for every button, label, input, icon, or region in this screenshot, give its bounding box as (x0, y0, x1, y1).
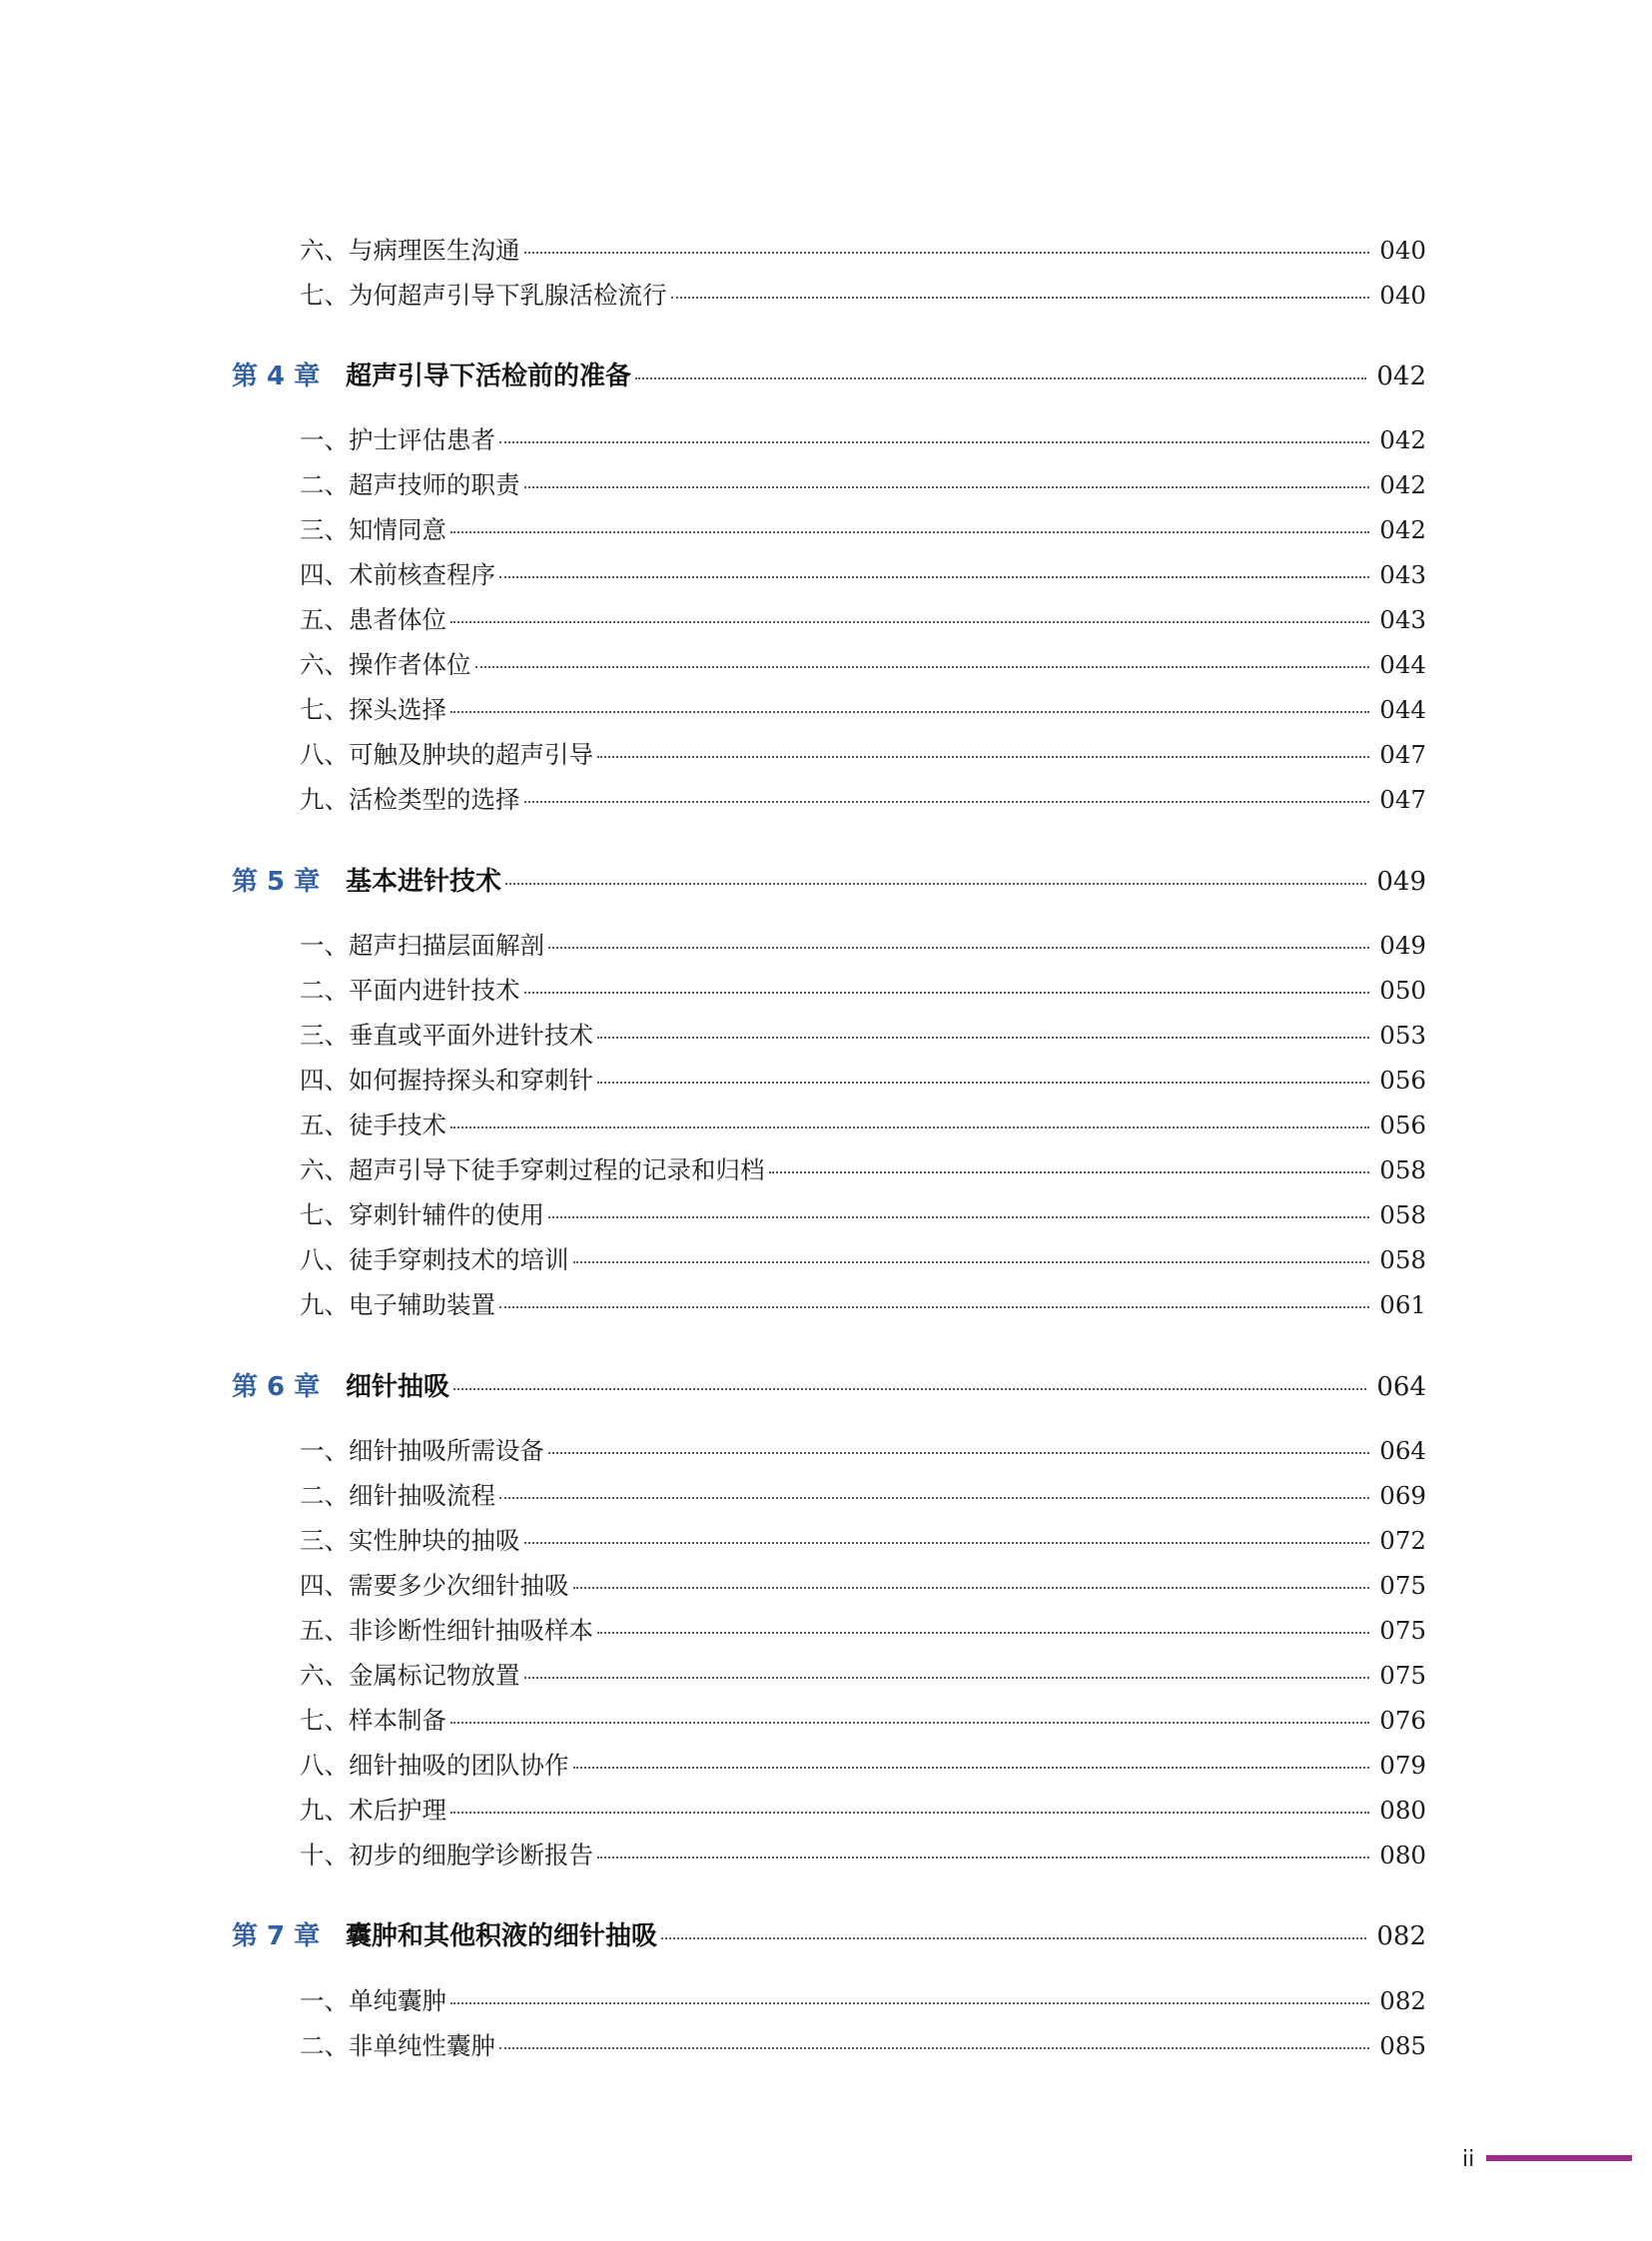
dot-leader (450, 2002, 1369, 2004)
dot-leader (524, 801, 1370, 803)
section-number: 七、 (300, 1706, 349, 1735)
page-number: 064 (1379, 1436, 1426, 1465)
dot-leader (499, 1306, 1369, 1308)
toc-section-entry[interactable] (300, 556, 1426, 591)
dot-leader (450, 711, 1369, 713)
page-number: 058 (1379, 1155, 1426, 1184)
toc-section-entry[interactable] (300, 646, 1426, 681)
dot-leader (450, 621, 1369, 623)
section-title: 样本制备 (349, 1706, 446, 1735)
section-number: 七、 (300, 695, 349, 724)
dot-leader (548, 1452, 1369, 1454)
dot-leader (450, 531, 1369, 533)
section-title: 细针抽吸流程 (349, 1481, 495, 1510)
toc-section-entry[interactable] (300, 1522, 1426, 1557)
page-number: 042 (1379, 470, 1426, 499)
dot-leader (499, 576, 1369, 578)
toc-chapter-entry[interactable] (232, 1915, 1426, 1952)
section-title: 患者体位 (349, 605, 446, 634)
dot-leader (573, 1261, 1370, 1263)
toc-section-entry[interactable] (300, 781, 1426, 816)
page-number: 044 (1379, 650, 1426, 679)
section-number: 十、 (300, 1841, 349, 1869)
page-number: 085 (1379, 2031, 1426, 2060)
section-number: 四、 (300, 560, 349, 589)
toc-section-entry[interactable] (300, 1107, 1426, 1141)
section-number: 一、 (300, 1436, 349, 1465)
section-title: 与病理医生沟通 (349, 236, 520, 265)
section-title: 操作者体位 (349, 650, 471, 679)
dot-leader (475, 666, 1370, 668)
toc-section-entry[interactable] (300, 1747, 1426, 1782)
page-number: 080 (1379, 1796, 1426, 1825)
section-title: 为何超声引导下乳腺活检流行 (349, 281, 667, 310)
dot-leader (450, 1126, 1369, 1128)
section-title: 单纯囊肿 (349, 1986, 446, 2015)
page-number: 064 (1376, 1372, 1426, 1402)
section-title: 术后护理 (349, 1796, 446, 1825)
toc-section-entry[interactable] (300, 1062, 1426, 1097)
section-number: 七、 (300, 281, 349, 310)
section-number: 三、 (300, 1526, 349, 1555)
toc-section-entry[interactable] (300, 736, 1426, 771)
section-title: 实性肿块的抽吸 (349, 1526, 520, 1555)
toc-section-entry[interactable] (300, 1017, 1426, 1052)
toc-section-entry[interactable] (300, 1196, 1426, 1231)
chapter-number: 第 5 章 (232, 867, 321, 897)
toc-section-entry[interactable] (300, 1567, 1426, 1602)
toc-section-entry[interactable] (300, 1477, 1426, 1512)
section-title: 护士评估患者 (349, 425, 495, 454)
section-number: 一、 (300, 931, 349, 960)
dot-leader (769, 1171, 1370, 1173)
page-number: 049 (1376, 867, 1426, 897)
section-number: 五、 (300, 605, 349, 634)
section-title: 非诊断性细针抽吸样本 (349, 1616, 593, 1645)
page-number: 058 (1379, 1245, 1426, 1274)
section-number: 八、 (300, 1245, 349, 1274)
page-number: 047 (1379, 785, 1426, 814)
section-number: 四、 (300, 1066, 349, 1095)
section-title: 平面内进针技术 (349, 976, 520, 1005)
dot-leader (597, 1037, 1369, 1039)
dot-leader (548, 1216, 1369, 1218)
toc-section-entry[interactable] (300, 1657, 1426, 1692)
section-number: 八、 (300, 1751, 349, 1780)
page-number: 072 (1379, 1526, 1426, 1555)
section-number: 九、 (300, 1290, 349, 1319)
dot-leader (450, 1812, 1369, 1814)
page-number: 075 (1379, 1661, 1426, 1690)
section-title: 超声引导下徒手穿刺过程的记录和归档 (349, 1155, 765, 1184)
section-number: 九、 (300, 1796, 349, 1825)
dot-leader (597, 1632, 1369, 1634)
page-number: 061 (1379, 1290, 1426, 1319)
section-number: 六、 (300, 1155, 349, 1184)
dot-leader (597, 1857, 1369, 1859)
dot-leader (573, 1767, 1370, 1769)
page-number: 075 (1379, 1616, 1426, 1645)
section-title: 金属标记物放置 (349, 1661, 520, 1690)
section-title: 知情同意 (349, 515, 446, 544)
page-number: 050 (1379, 976, 1426, 1005)
toc-chapter-entry[interactable] (232, 1366, 1426, 1403)
section-title: 活检类型的选择 (349, 785, 520, 814)
page-number: 075 (1379, 1571, 1426, 1600)
chapter-title: 细针抽吸 (346, 1372, 450, 1402)
page-number: 043 (1379, 605, 1426, 634)
section-title: 如何握持探头和穿刺针 (349, 1066, 593, 1095)
section-title: 穿刺针辅件的使用 (349, 1200, 544, 1229)
toc-section-entry[interactable] (300, 601, 1426, 636)
dot-leader (671, 297, 1370, 299)
dot-leader (597, 756, 1369, 758)
chapter-number: 第 7 章 (232, 1921, 321, 1951)
chapter-number: 第 6 章 (232, 1372, 321, 1402)
section-number: 六、 (300, 1661, 349, 1690)
section-title: 非单纯性囊肿 (349, 2031, 495, 2060)
dot-leader (635, 377, 1366, 379)
page-number: 069 (1379, 1481, 1426, 1510)
toc-section-entry[interactable] (300, 1837, 1426, 1871)
page-number: 042 (1379, 425, 1426, 454)
page-number: 076 (1379, 1706, 1426, 1735)
toc-section-entry[interactable] (300, 927, 1426, 962)
dot-leader (548, 947, 1369, 949)
section-number: 三、 (300, 515, 349, 544)
toc-section-entry[interactable] (300, 1612, 1426, 1647)
page-folio: ii (1462, 2147, 1475, 2172)
page-number: 053 (1379, 1021, 1426, 1050)
dot-leader (450, 1722, 1369, 1724)
section-title: 超声扫描层面解剖 (349, 931, 544, 960)
dot-leader (573, 1587, 1370, 1589)
section-number: 二、 (300, 2031, 349, 2060)
chapter-title: 超声引导下活检前的准备 (346, 362, 632, 391)
section-title: 徒手技术 (349, 1111, 446, 1139)
section-title: 细针抽吸所需设备 (349, 1436, 544, 1465)
page-number: 056 (1379, 1111, 1426, 1139)
dot-leader (524, 252, 1370, 254)
section-title: 术前核查程序 (349, 560, 495, 589)
section-title: 垂直或平面外进针技术 (349, 1021, 593, 1050)
toc-section-entry[interactable] (300, 421, 1426, 456)
section-number: 二、 (300, 1481, 349, 1510)
toc-section-entry[interactable] (300, 1432, 1426, 1467)
page-number: 047 (1379, 740, 1426, 769)
section-number: 五、 (300, 1616, 349, 1645)
page-number: 080 (1379, 1841, 1426, 1869)
toc-section-entry[interactable] (300, 466, 1426, 501)
section-title: 初步的细胞学诊断报告 (349, 1841, 593, 1869)
page-number: 049 (1379, 931, 1426, 960)
toc-chapter-entry[interactable] (232, 861, 1426, 898)
section-number: 九、 (300, 785, 349, 814)
section-title: 超声技师的职责 (349, 470, 520, 499)
section-number: 三、 (300, 1021, 349, 1050)
toc-section-entry[interactable] (300, 1151, 1426, 1186)
section-number: 六、 (300, 650, 349, 679)
toc-section-entry[interactable] (300, 1702, 1426, 1737)
toc-section-entry[interactable] (300, 691, 1426, 726)
section-number: 二、 (300, 470, 349, 499)
dot-leader (661, 1937, 1366, 1939)
toc-section-entry[interactable] (300, 1241, 1426, 1276)
dot-leader (499, 2047, 1369, 2049)
section-number: 二、 (300, 976, 349, 1005)
toc-section-entry[interactable] (300, 511, 1426, 546)
toc-section-entry[interactable] (300, 277, 1426, 312)
page-number: 040 (1379, 236, 1426, 265)
section-number: 五、 (300, 1111, 349, 1139)
section-number: 六、 (300, 236, 349, 265)
dot-leader (524, 992, 1370, 994)
section-number: 四、 (300, 1571, 349, 1600)
page-number: 079 (1379, 1751, 1426, 1780)
dot-leader (597, 1082, 1369, 1084)
section-title: 需要多少次细针抽吸 (349, 1571, 569, 1600)
toc-section-entry[interactable] (300, 1792, 1426, 1827)
dot-leader (524, 1677, 1370, 1679)
page-number: 042 (1376, 362, 1426, 391)
section-title: 探头选择 (349, 695, 446, 724)
page-number: 043 (1379, 560, 1426, 589)
section-number: 七、 (300, 1200, 349, 1229)
chapter-title: 基本进针技术 (346, 867, 502, 897)
toc-section-entry[interactable] (300, 1982, 1426, 2017)
section-number: 八、 (300, 740, 349, 769)
toc-section-entry[interactable] (300, 2027, 1426, 2062)
section-title: 细针抽吸的团队协作 (349, 1751, 569, 1780)
dot-leader (453, 1388, 1366, 1390)
page-number: 082 (1379, 1986, 1426, 2015)
footer-accent-bar (1486, 2155, 1632, 2161)
section-title: 电子辅助装置 (349, 1290, 495, 1319)
toc-chapter-entry[interactable] (232, 356, 1426, 392)
dot-leader (499, 1497, 1369, 1499)
toc-section-entry[interactable] (300, 232, 1426, 267)
chapter-number: 第 4 章 (232, 362, 321, 391)
page-number: 040 (1379, 281, 1426, 310)
toc-section-entry[interactable] (300, 1286, 1426, 1321)
dot-leader (499, 441, 1369, 443)
section-title: 可触及肿块的超声引导 (349, 740, 593, 769)
page-number: 082 (1376, 1921, 1426, 1951)
chapter-title: 囊肿和其他积液的细针抽吸 (346, 1921, 658, 1951)
dot-leader (505, 883, 1366, 885)
page-number: 058 (1379, 1200, 1426, 1229)
section-number: 一、 (300, 1986, 349, 2015)
toc-section-entry[interactable] (300, 972, 1426, 1007)
section-number: 一、 (300, 425, 349, 454)
dot-leader (524, 1542, 1370, 1544)
page-number: 042 (1379, 515, 1426, 544)
dot-leader (524, 486, 1370, 488)
page-number: 044 (1379, 695, 1426, 724)
section-title: 徒手穿刺技术的培训 (349, 1245, 569, 1274)
page-number: 056 (1379, 1066, 1426, 1095)
